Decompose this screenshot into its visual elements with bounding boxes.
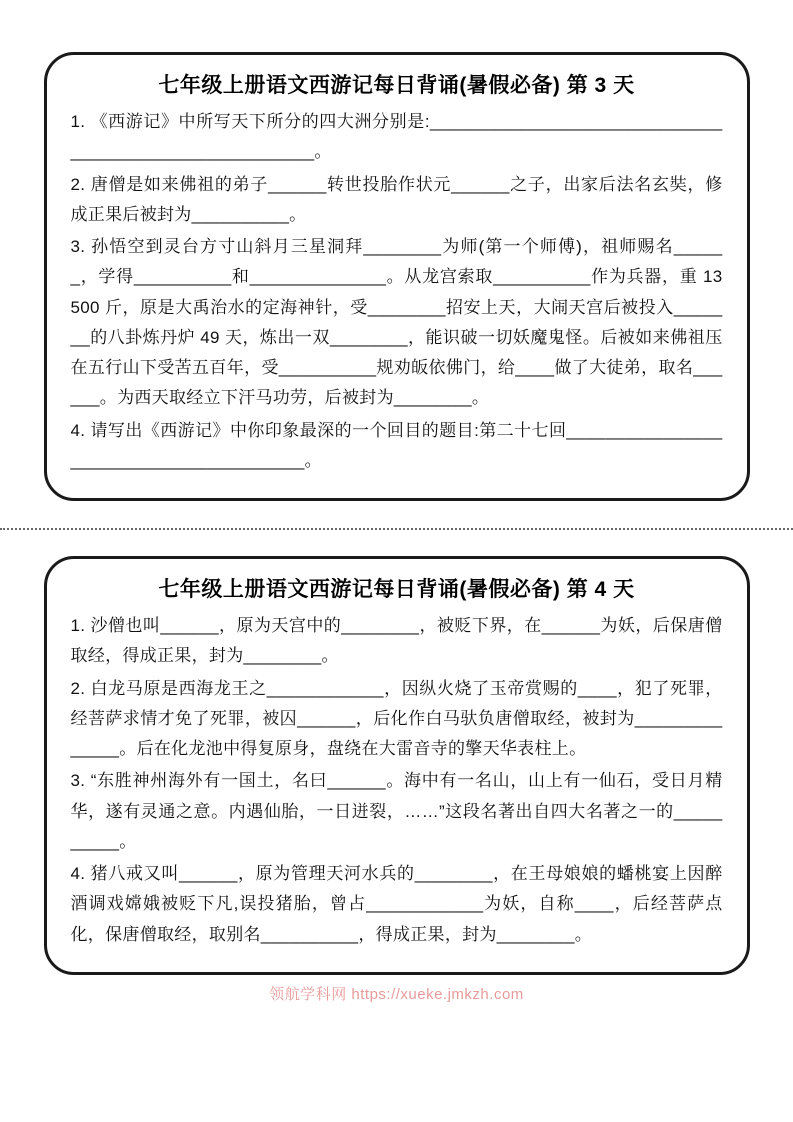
dotted-divider (0, 528, 793, 530)
day3-question-3: 3. 孙悟空到灵台方寸山斜月三星洞拜________为师(第一个师傅)，祖师赐名______，学得__________和______________。从龙宫索取__________作为兵器，重 13500 斤，原是大禹治水的定海神针，受________招安上天，大闹天宫后被投入_______的八卦炼丹炉 49 天，炼出一双________，能识破一切妖魔鬼怪。后被如来佛祖压在五行山下受苦五百年，受__________规劝皈依佛门，给____做了大徒弟，取名______。为西天取经立下汗马功劳，后被封为________。 (70, 237, 723, 408)
day4-title: 七年级上册语文西游记每日背诵(暑假必备) 第 4 天 (158, 578, 635, 601)
day3-question-4: 4. 请写出《西游记》中你印象最深的一个回目的题目:第二十七回________________________________________。 (70, 420, 723, 470)
day4-card (44, 556, 750, 975)
day3-title: 七年级上册语文西游记每日背诵(暑假必备) 第 3 天 (158, 74, 635, 97)
day4-question-1: 1. 沙僧也叫______，原为天宫中的________，被贬下界，在______为妖，后保唐僧取经，得成正果，封为________。 (70, 616, 723, 666)
watermark-text (0, 983, 793, 1018)
watermark-label: 领航学科网 https://xueke.jmkzh.com (269, 985, 524, 1003)
day3-question-2: 2. 唐僧是如来佛祖的弟子______转世投胎作状元______之子，出家后法名玄奘，修成正果后被封为__________。 (70, 174, 723, 224)
day3-question-1: 1. 《西游记》中所写天下所分的四大洲分别是:_______________________________________________________。 (70, 112, 723, 162)
day3-card (44, 52, 750, 501)
day4-question-4: 4. 猪八戒又叫______，原为管理天河水兵的________，在王母娘娘的蟠桃宴上因醉酒调戏嫦娥被贬下凡,误投猪胎，曾占____________为妖，自称____，后经菩萨点化，保唐僧取经，取别名__________，得成正果，封为________。 (70, 864, 723, 944)
day4-question-2: 2. 白龙马原是西海龙王之____________，因纵火烧了玉帝赏赐的____，犯了死罪，经菩萨求情才免了死罪，被囚______，后化作白马驮负唐僧取经，被封为______________。后在化龙池中得复原身，盘绕在大雷音寺的擎天华表柱上。 (70, 678, 723, 758)
day4-question-3: 3. “东胜神州海外有一国土，名曰______。海中有一名山，山上有一仙石，受日月精华，遂有灵通之意。内遇仙胎，一日迸裂，……”这段名著出自四大名著之一的__________。 (70, 771, 723, 851)
